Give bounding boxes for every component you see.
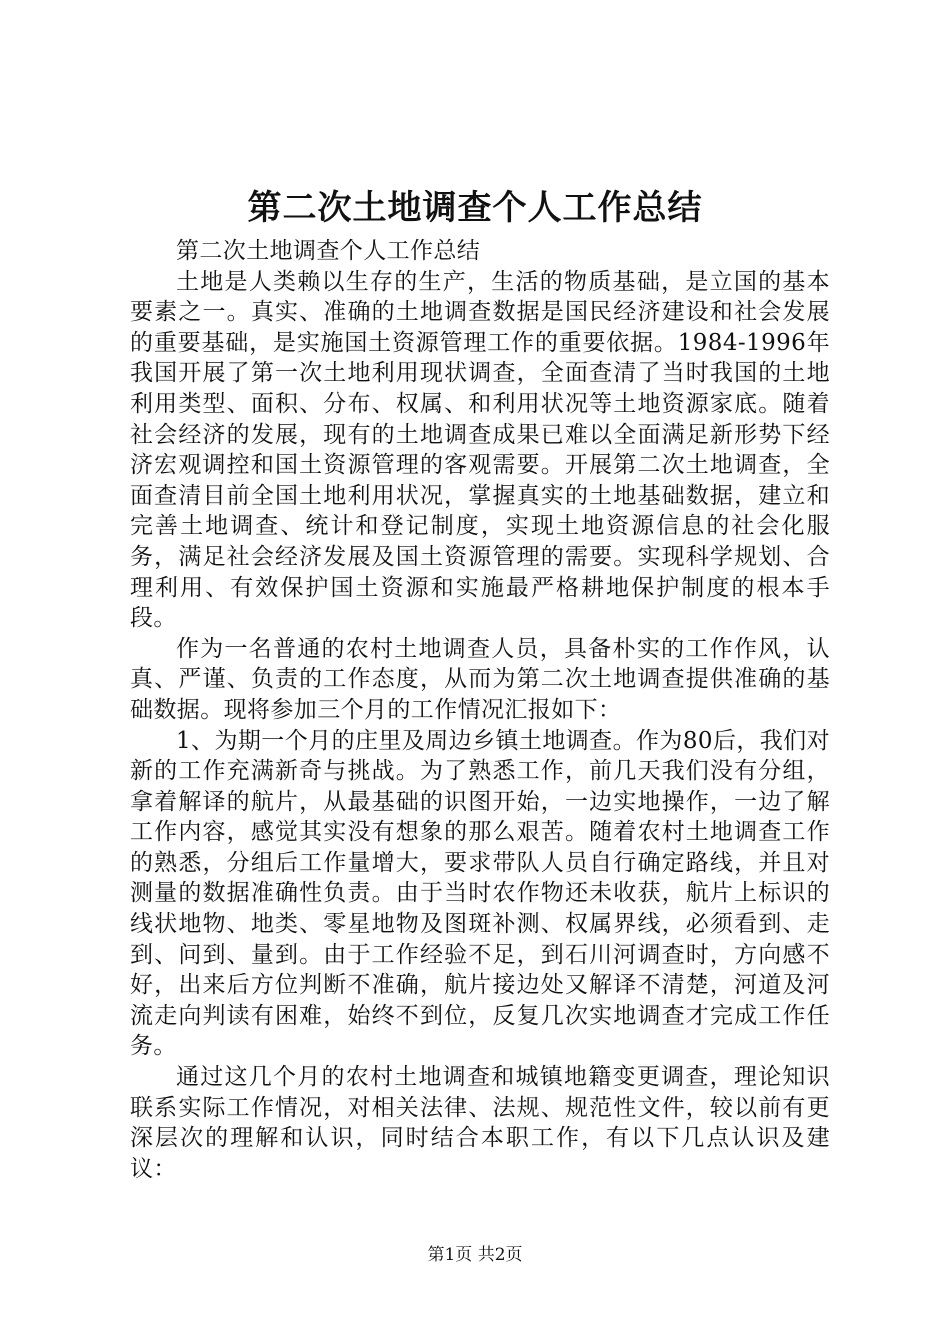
document-title: 第二次土地调查个人工作总结 <box>247 188 703 228</box>
paragraph-intro: 土地是人类赖以生存的生产，生活的物质基础，是立国的基本要素之一。真实、准确的土地调查数据是国民经济建设和社会发展的重要基础，是实施国土资源管理工作的重要依据。1984-1996年我国开展了第一次土地利用现状调查，全面查清了当时我国的土地利用类型、面积、分布、权属、和利用状况等土地资源家底。随着社会经济的发展，现有的土地调查成果已难以全面满足新形势下经济宏观调控和国土资源管理的客观需要。开展第二次土地调查，全面查清目前全国土地利用状况，掌握真实的土地基础数据，建立和完善土地调查、统计和登记制度，实现土地资源信息的社会化服务，满足社会经济发展及国土资源管理的需要。实现科学规划、合理利用、有效保护国土资源和实施最严格耕地保护制度的根本手段。 <box>130 268 830 632</box>
paragraph-item-1: 1、为期一个月的庄里及周边乡镇土地调查。作为80后，我们对新的工作充满新奇与挑战。为了熟悉工作，前几天我们没有分组，拿着解译的航片，从最基础的识图开始，一边实地操作，一边了解工作内容，感觉其实没有想象的那么艰苦。随着农村土地调查工作的熟悉，分组后工作量增大，要求带队人员自行确定路线，并且对测量的数据准确性负责。由于当时农作物还未收获，航片上标识的线状地物、地类、零星地物及图斑补测、权属界线，必须看到、走到、问到、量到。由于工作经验不足，到石川河调查时，方向感不好，出来后方位判断不准确，航片接边处又解译不清楚，河道及河流走向判读有困难，始终不到位，反复几次实地调查才完成工作任务。 <box>130 727 830 1060</box>
paragraph-conclusion: 通过这几个月的农村土地调查和城镇地籍变更调查，理论知识联系实际工作情况，对相关法律、法规、规范性文件，较以前有更深层次的理解和认识，同时结合本职工作，有以下几点认识及建议： <box>130 1064 830 1182</box>
page-number-footer: 第1页 共2页 <box>427 1245 523 1265</box>
document-body <box>130 236 830 1184</box>
paragraph-role: 作为一名普通的农村土地调查人员，具备朴实的工作作风，认真、严谨、负责的工作态度，从而为第二次土地调查提供准确的基础数据。现将参加三个月的工作情况汇报如下： <box>130 635 830 723</box>
paragraph-subtitle: 第二次土地调查个人工作总结 <box>176 238 481 264</box>
